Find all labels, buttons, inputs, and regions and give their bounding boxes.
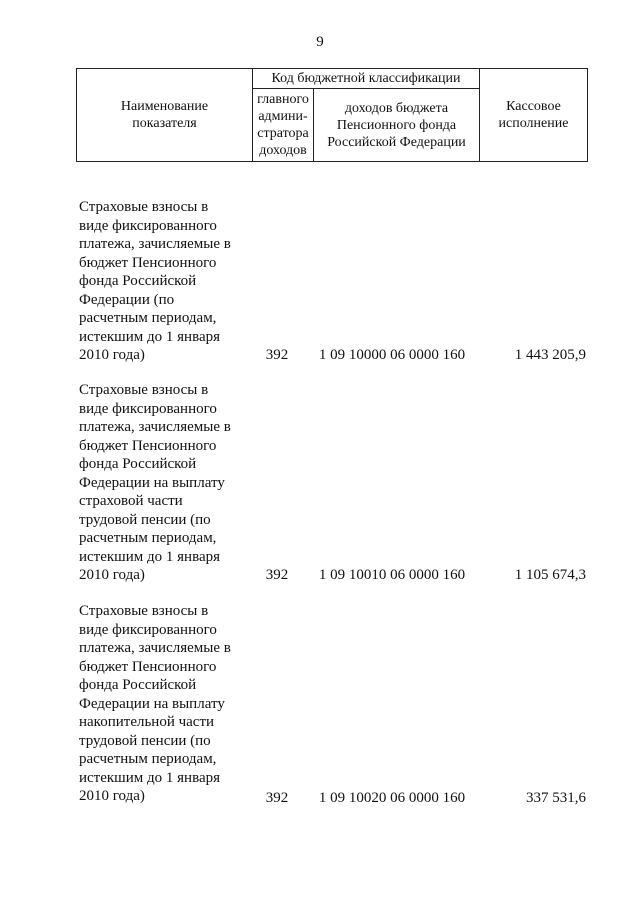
row-admin-code: 392 [265,347,289,363]
row-income-code: 1 09 10010 06 0000 160 [318,567,466,583]
row-admin-code: 392 [265,567,289,583]
header-income: доходов бюджета Пенсионного фонда Российской Федерации [327,100,466,150]
page-number: 9 [316,34,324,50]
header-name-cell [77,69,253,162]
row-admin-code: 392 [265,790,289,806]
row-income-code: 1 09 10020 06 0000 160 [318,790,466,806]
header-table [76,68,588,162]
row-amount: 1 105 674,3 [514,567,586,583]
header-income-cell [314,89,480,162]
row-amount: 337 531,6 [526,790,586,806]
row-amount: 1 443 205,9 [514,347,586,363]
header-name: Наименование показателя [120,99,209,131]
row-name: Страховые взносы в виде фиксированного платежа, зачисляемые в бюджет Пенсионного фонда Российской Федерации на выплату страховой части трудовой пенсии (по расчетным периодам, истекшим до 1 января 2010 года) [79,382,231,583]
header-code-group: Код бюджетной классификации [253,69,480,89]
header-admin-cell [253,89,314,162]
row-name: Страховые взносы в виде фиксированного платежа, зачисляемые в бюджет Пенсионного фонда Российской Федерации на выплату накопительной части трудовой пенсии (по расчетным периодам, истекшим до 1 января 2010 года) [79,603,231,804]
row-income-code: 1 09 10000 06 0000 160 [318,347,466,363]
header-cash: Кассовое исполнение [498,99,569,131]
header-cash-cell [480,69,588,162]
row-name: Страховые взносы в виде фиксированного платежа, зачисляемые в бюджет Пенсионного фонда Российской Федерации (по расчетным периодам, истекшим до 1 января 2010 года) [79,199,231,363]
header-admin: главного админи- стратора доходов [257,92,309,158]
